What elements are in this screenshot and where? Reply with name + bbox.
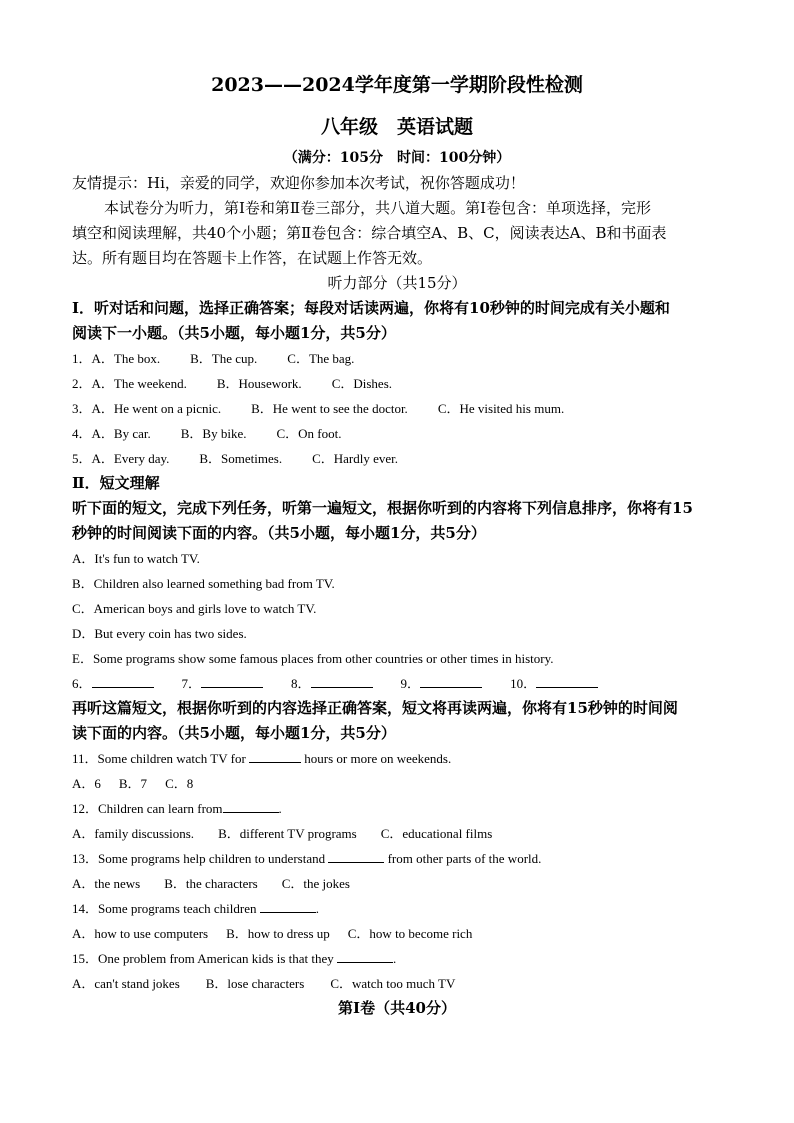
- option-b: B．how to dress up: [226, 926, 330, 941]
- question-3: [72, 398, 732, 417]
- statement-e: E．Some programs show some famous places from other countries or other times in history.: [72, 651, 554, 666]
- option-b: B．different TV programs: [218, 826, 357, 841]
- question-11-options: [72, 773, 732, 792]
- intro-line-3: 达。所有题目均在答题卡上作答，在试题上作答无效。: [72, 249, 433, 267]
- answer-blank-7[interactable]: [201, 676, 263, 688]
- option-a: A．6: [72, 776, 101, 791]
- option-c: C．8: [165, 776, 194, 791]
- option-c: C．He visited his mum.: [437, 401, 565, 416]
- option-c: C．educational films: [380, 826, 493, 841]
- question-15: [72, 948, 732, 967]
- option-a: A．the news: [72, 876, 141, 891]
- intro-line-2: 填空和阅读理解，共40个小题；第Ⅱ卷包含：综合填空A、B、C，阅读表达A、B和书面表: [72, 224, 667, 242]
- exam-title: 2023——2024学年度第一学期阶段性检测: [211, 74, 583, 96]
- question-14-options: [72, 923, 732, 942]
- statement-a: A．It's fun to watch TV.: [72, 551, 200, 566]
- option-a: A．The box.: [91, 351, 161, 366]
- option-b: B．7: [118, 776, 148, 791]
- option-c: C．watch too much TV: [330, 976, 456, 991]
- answer-blank-6[interactable]: [92, 676, 154, 688]
- question-11: [72, 748, 732, 767]
- option-a: A．By car.: [91, 426, 151, 441]
- option-a: A．how to use computers: [72, 926, 209, 941]
- intro-line-1: 本试卷分为听力，第Ⅰ卷和第Ⅱ卷三部分，共八道大题。第Ⅰ卷包含：单项选择，完形: [104, 199, 652, 217]
- option-c: C．the jokes: [281, 876, 350, 891]
- question-13: [72, 848, 732, 867]
- question-stem: 15．One problem from American kids is that they: [72, 951, 334, 966]
- question-5: [72, 448, 732, 467]
- statement-c: C．American boys and girls love to watch TV.: [72, 601, 317, 616]
- section2-instruction-3: 再听这篇短文，根据你听到的内容选择正确答案，短文将再读两遍，你将有15秒钟的时间阅: [72, 699, 678, 717]
- blank-label-9: 9．: [400, 676, 421, 691]
- option-c: C．Hardly ever.: [312, 451, 399, 466]
- option-a: A．The weekend.: [91, 376, 187, 391]
- listening-heading: 听力部分（共15分）: [327, 274, 467, 292]
- question-2: [72, 373, 732, 392]
- blank-label-6: 6．: [72, 676, 92, 691]
- answer-blank: [223, 801, 279, 813]
- option-c: C．how to become rich: [347, 926, 473, 941]
- question-4: [72, 423, 732, 442]
- question-number: 1．: [72, 351, 92, 366]
- question-stem-end: .: [278, 801, 282, 816]
- option-c: C．Dishes.: [331, 376, 392, 391]
- option-b: B．Housework.: [216, 376, 302, 391]
- answer-blank-10[interactable]: [536, 676, 598, 688]
- section2-instruction-4: 读下面的内容。（共5小题，每小题1分，共5分）: [72, 724, 396, 742]
- option-a: A．can't stand jokes: [72, 976, 180, 991]
- option-b: B．By bike.: [180, 426, 247, 441]
- option-a: A．family discussions.: [72, 826, 195, 841]
- question-stem: 11．Some children watch TV for: [72, 751, 246, 766]
- question-stem-end: hours or more on weekends.: [304, 751, 452, 766]
- option-b: B．lose characters: [205, 976, 305, 991]
- blank-label-8: 8．: [291, 676, 311, 691]
- answer-blank-9[interactable]: [420, 676, 482, 688]
- question-stem: 14．Some programs teach children: [72, 901, 257, 916]
- question-stem: 13．Some programs help children to understand: [72, 851, 326, 866]
- section1-instruction-2: 阅读下一小题。（共5小题，每小题1分，共5分）: [72, 324, 396, 342]
- question-15-options: [72, 973, 732, 992]
- answer-blank-8[interactable]: [311, 676, 373, 688]
- option-a: A．Every day.: [91, 451, 170, 466]
- part1-heading: 第Ⅰ卷（共40分）: [338, 999, 456, 1017]
- answer-blank: [328, 851, 384, 863]
- option-b: B．The cup.: [190, 351, 258, 366]
- option-b: B．the characters: [164, 876, 258, 891]
- option-b: B．He went to see the doctor.: [251, 401, 408, 416]
- option-b: B．Sometimes.: [199, 451, 283, 466]
- section2-instruction-1: 听下面的短文，完成下列任务，听第一遍短文，根据你听到的内容将下列信息排序，你将有15: [72, 499, 693, 517]
- question-number: 3．: [72, 401, 92, 416]
- section2-instruction-2: 秒钟的时间阅读下面的内容。（共5小题，每小题1分，共5分）: [72, 524, 486, 542]
- question-number: 4．: [72, 426, 92, 441]
- question-1: [72, 348, 732, 367]
- question-stem-end: from other parts of the world.: [387, 851, 542, 866]
- answer-blank: [249, 751, 301, 763]
- question-12: [72, 798, 732, 817]
- question-number: 2．: [72, 376, 92, 391]
- section1-instruction-1: Ⅰ．听对话和问题，选择正确答案；每段对话读两遍，你将有10秒钟的时间完成有关小题和: [72, 299, 670, 317]
- statement-b: B．Children also learned something bad from TV.: [72, 576, 335, 591]
- statement-d: D．But every coin has two sides.: [72, 626, 247, 641]
- answer-blank: [260, 901, 316, 913]
- question-stem-end: .: [315, 901, 319, 916]
- question-13-options: [72, 873, 732, 892]
- question-14: [72, 898, 732, 917]
- section2-heading: Ⅱ．短文理解: [72, 474, 160, 492]
- blank-label-10: 10．: [510, 676, 537, 691]
- question-12-options: [72, 823, 732, 842]
- score-time: （满分：105分 时间：100分钟）: [283, 150, 511, 166]
- question-stem-end: .: [393, 951, 397, 966]
- blank-label-7: 7．: [181, 676, 202, 691]
- option-a: A．He went on a picnic.: [91, 401, 222, 416]
- option-c: C．On foot.: [276, 426, 342, 441]
- order-blanks: [72, 673, 732, 692]
- question-stem: 12．Children can learn from: [72, 801, 223, 816]
- greeting: 友情提示：Hi，亲爱的同学，欢迎你参加本次考试，祝你答题成功！: [72, 174, 525, 192]
- answer-blank: [337, 951, 393, 963]
- question-number: 5．: [72, 451, 92, 466]
- exam-subtitle: 八年级 英语试题: [320, 116, 473, 138]
- option-c: C．The bag.: [287, 351, 355, 366]
